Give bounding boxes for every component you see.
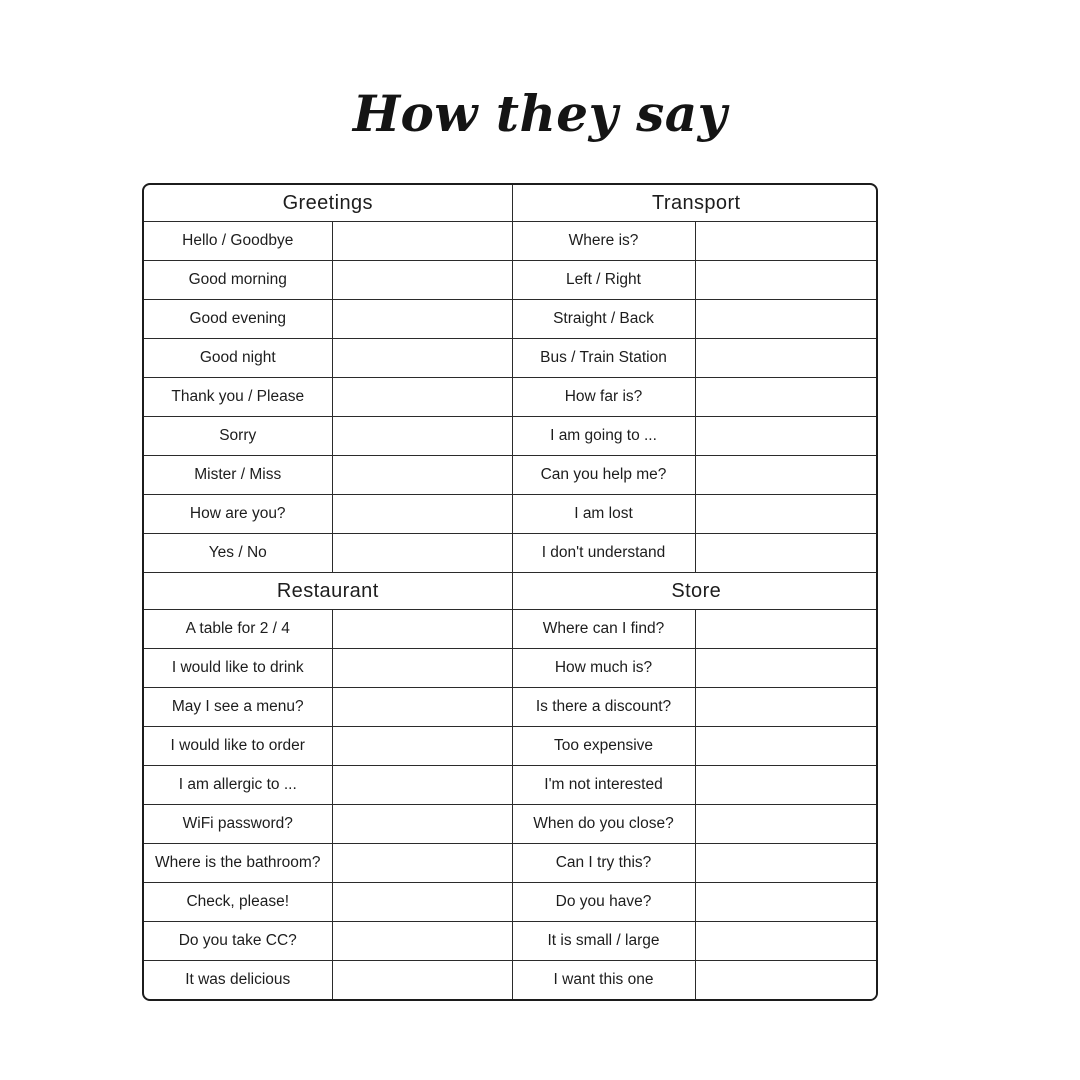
table-row — [144, 922, 878, 961]
translation-blank-left[interactable] — [332, 300, 512, 339]
translation-blank-left[interactable] — [332, 339, 512, 378]
table-row — [144, 961, 878, 1000]
table-row — [144, 883, 878, 922]
translation-blank-right[interactable] — [695, 417, 878, 456]
phrase-label-left: Good night — [144, 339, 332, 378]
section-header-left: Greetings — [144, 185, 512, 222]
section-header-row — [144, 573, 878, 610]
translation-blank-right[interactable] — [695, 378, 878, 417]
phrase-label-right: Left / Right — [512, 261, 695, 300]
phrase-label-left: Hello / Goodbye — [144, 222, 332, 261]
phrase-label-left: A table for 2 / 4 — [144, 610, 332, 649]
translation-blank-left[interactable] — [332, 922, 512, 961]
translation-blank-right[interactable] — [695, 534, 878, 573]
translation-blank-right[interactable] — [695, 844, 878, 883]
phrase-label-right: Where is? — [512, 222, 695, 261]
table-row — [144, 378, 878, 417]
phrase-table — [144, 185, 878, 999]
translation-blank-right[interactable] — [695, 261, 878, 300]
translation-blank-left[interactable] — [332, 222, 512, 261]
section-header-right: Transport — [512, 185, 878, 222]
translation-blank-left[interactable] — [332, 844, 512, 883]
table-row — [144, 495, 878, 534]
translation-blank-right[interactable] — [695, 766, 878, 805]
translation-blank-right[interactable] — [695, 961, 878, 1000]
table-row — [144, 727, 878, 766]
phrase-label-left: It was delicious — [144, 961, 332, 1000]
phrase-label-right: I am going to ... — [512, 417, 695, 456]
table-row — [144, 610, 878, 649]
phrase-label-right: I am lost — [512, 495, 695, 534]
translation-blank-left[interactable] — [332, 649, 512, 688]
phrase-label-left: Do you take CC? — [144, 922, 332, 961]
translation-blank-left[interactable] — [332, 805, 512, 844]
phrase-label-right: Is there a discount? — [512, 688, 695, 727]
translation-blank-right[interactable] — [695, 805, 878, 844]
phrase-label-right: How far is? — [512, 378, 695, 417]
phrase-label-right: I want this one — [512, 961, 695, 1000]
table-row — [144, 261, 878, 300]
phrase-label-left: Where is the bathroom? — [144, 844, 332, 883]
translation-blank-right[interactable] — [695, 727, 878, 766]
translation-blank-left[interactable] — [332, 261, 512, 300]
phrase-label-right: How much is? — [512, 649, 695, 688]
translation-blank-left[interactable] — [332, 610, 512, 649]
phrase-label-right: Can I try this? — [512, 844, 695, 883]
phrase-label-right: Too expensive — [512, 727, 695, 766]
phrase-label-left: Check, please! — [144, 883, 332, 922]
phrase-label-left: WiFi password? — [144, 805, 332, 844]
translation-blank-left[interactable] — [332, 961, 512, 1000]
translation-blank-left[interactable] — [332, 688, 512, 727]
section-header-row — [144, 185, 878, 222]
translation-blank-right[interactable] — [695, 688, 878, 727]
phrase-label-right: Straight / Back — [512, 300, 695, 339]
translation-blank-left[interactable] — [332, 883, 512, 922]
phrase-label-right: I'm not interested — [512, 766, 695, 805]
phrase-label-right: It is small / large — [512, 922, 695, 961]
phrase-label-right: I don't understand — [512, 534, 695, 573]
translation-blank-right[interactable] — [695, 883, 878, 922]
phrase-label-left: I would like to drink — [144, 649, 332, 688]
phrase-sheet — [142, 183, 878, 1001]
translation-blank-right[interactable] — [695, 649, 878, 688]
table-row — [144, 222, 878, 261]
phrase-label-right: Where can I find? — [512, 610, 695, 649]
phrase-label-right: Can you help me? — [512, 456, 695, 495]
phrase-label-right: Do you have? — [512, 883, 695, 922]
table-row — [144, 417, 878, 456]
phrase-label-left: Thank you / Please — [144, 378, 332, 417]
translation-blank-left[interactable] — [332, 495, 512, 534]
table-row — [144, 805, 878, 844]
phrase-label-left: Yes / No — [144, 534, 332, 573]
phrase-label-left: Mister / Miss — [144, 456, 332, 495]
table-row — [144, 688, 878, 727]
table-row — [144, 844, 878, 883]
translation-blank-right[interactable] — [695, 610, 878, 649]
table-row — [144, 534, 878, 573]
translation-blank-left[interactable] — [332, 456, 512, 495]
phrase-label-right: When do you close? — [512, 805, 695, 844]
table-body — [144, 185, 878, 999]
section-header-left: Restaurant — [144, 573, 512, 610]
section-header-right: Store — [512, 573, 878, 610]
translation-blank-left[interactable] — [332, 534, 512, 573]
page-title: How they say — [352, 84, 728, 143]
table-row — [144, 339, 878, 378]
translation-blank-left[interactable] — [332, 378, 512, 417]
translation-blank-left[interactable] — [332, 727, 512, 766]
translation-blank-right[interactable] — [695, 339, 878, 378]
translation-blank-right[interactable] — [695, 456, 878, 495]
table-row — [144, 456, 878, 495]
translation-blank-right[interactable] — [695, 495, 878, 534]
phrase-label-left: How are you? — [144, 495, 332, 534]
translation-blank-right[interactable] — [695, 922, 878, 961]
translation-blank-left[interactable] — [332, 766, 512, 805]
translation-blank-right[interactable] — [695, 300, 878, 339]
phrase-label-left: Sorry — [144, 417, 332, 456]
phrase-label-left: Good evening — [144, 300, 332, 339]
phrase-label-left: I would like to order — [144, 727, 332, 766]
translation-blank-left[interactable] — [332, 417, 512, 456]
phrase-label-left: May I see a menu? — [144, 688, 332, 727]
phrase-label-right: Bus / Train Station — [512, 339, 695, 378]
translation-blank-right[interactable] — [695, 222, 878, 261]
table-row — [144, 649, 878, 688]
phrase-label-left: I am allergic to ... — [144, 766, 332, 805]
phrase-label-left: Good morning — [144, 261, 332, 300]
table-row — [144, 300, 878, 339]
table-row — [144, 766, 878, 805]
